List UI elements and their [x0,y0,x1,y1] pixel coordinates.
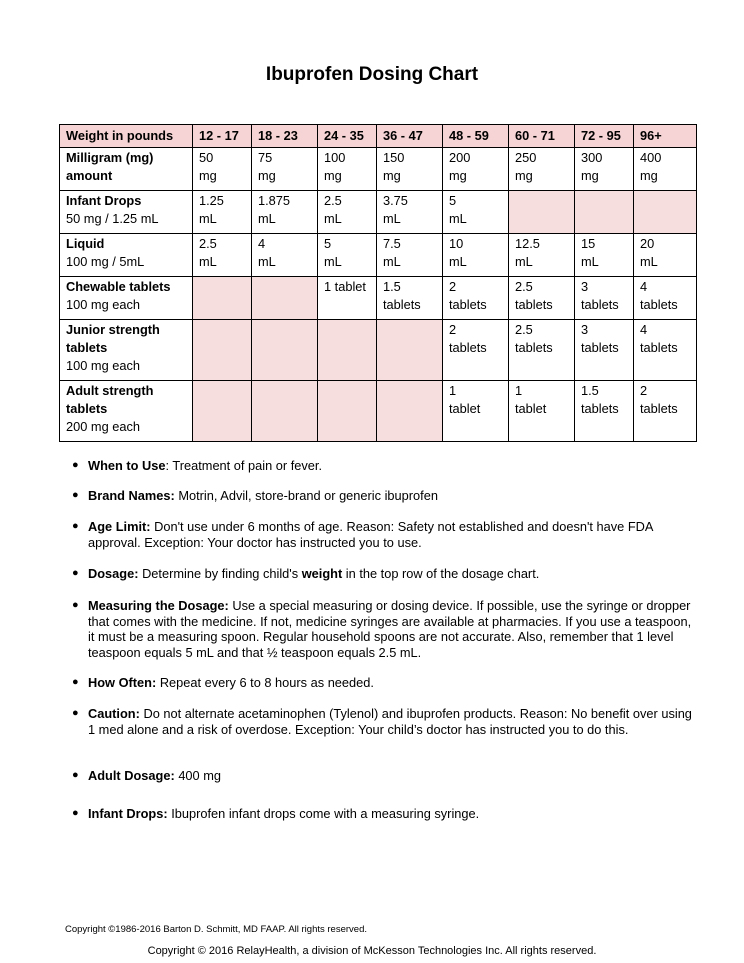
bullet-text: Don't use under 6 months of age. Reason: Safety not established and doesn't have FDA approval. Exception: Your doctor has instructed you to use. [88,519,653,550]
bullet-bold-word: weight [301,566,343,581]
dose-unit: mg [515,168,533,183]
row-label-cell [60,381,193,442]
dose-unit: mL [449,211,467,226]
dose-amount: 2 [640,383,648,398]
dose-amount: 3 [581,279,589,294]
dose-cell [193,148,252,191]
dose-amount: 12.5 [515,236,540,251]
dose-unit: tablets [449,340,487,355]
dose-cell [377,277,443,320]
bullet-label: How Often: [88,675,157,690]
row-label-subtitle: 100 mg each [66,358,140,373]
dose-cell [443,234,509,277]
dose-unit: mL [258,211,276,226]
dose-unit: mL [515,254,533,269]
bullet-text: Repeat every 6 to 8 hours as needed. [159,675,374,690]
dose-unit: tablets [581,340,619,355]
dose-unit: tablet [515,401,547,416]
dose-amount: 1.5 [581,383,599,398]
dose-cell [318,191,377,234]
dose-cell [575,381,634,442]
dose-cell [575,320,634,381]
info-bullet [72,566,698,582]
dose-unit: tablets [581,297,619,312]
dose-cell [634,277,697,320]
table-row [60,381,697,442]
dose-amount: 300 [581,150,603,165]
dose-unit: mL [324,254,342,269]
header-cell: 18 - 23 [252,125,318,148]
info-bullet [72,768,698,784]
bullet-text: Ibuprofen infant drops come with a measuring syringe. [171,806,480,821]
row-label-cell [60,234,193,277]
dose-unit: tablets [640,340,678,355]
header-cell: 72 - 95 [575,125,634,148]
dose-cell [634,320,697,381]
dose-unit: tablets [581,401,619,416]
dose-unit: tablets [515,340,553,355]
header-cell: 48 - 59 [443,125,509,148]
dose-amount: 15 [581,236,596,251]
dose-unit: mL [383,254,401,269]
bullet-label: Infant Drops: [88,806,168,821]
row-label-cell [60,320,193,381]
bullet-text: 400 mg [178,768,221,783]
dose-cell [575,234,634,277]
bullet-text: Motrin, Advil, store-brand or generic ibuprofen [178,488,438,503]
bullet-text: Use a special measuring or dosing device. If possible, use the syringe or dropper that comes with the medicine. If not, medicine syringes are available at pharmacies. If you use a teaspoon, it must be a measuring spoon. Regular household spoons are not accurate. Also, remember that 1 level teaspoon equals 5 mL and that ½ teaspoon equals 2.5 mL. [88,598,692,660]
row-label-subtitle: 200 mg each [66,419,140,434]
dose-amount: 2.5 [515,322,533,337]
table-row [60,148,697,191]
dose-unit: mg [449,168,467,183]
copyright-publisher: Copyright © 2016 RelayHealth, a division of McKesson Technologies Inc. All rights reserved. [147,945,597,957]
dose-cell [193,191,252,234]
table-row [60,320,697,381]
dose-amount: 1 [515,383,523,398]
dose-amount: 2.5 [324,193,342,208]
dose-cell [634,381,697,442]
dose-cell [377,234,443,277]
dose-amount: 2.5 [199,236,217,251]
bullet-dot-icon: ● [72,459,79,471]
dose-cell [509,320,575,381]
info-bullet [72,519,698,550]
dose-amount: 1 tablet [324,279,366,294]
dose-amount: 1.875 [258,193,291,208]
bullet-dot-icon: ● [72,807,79,819]
dose-unit: mg [581,168,599,183]
empty-dose-cell [252,381,318,442]
info-bullet [72,458,698,474]
row-label-title: Adult strength tablets [66,383,154,416]
dose-cell [252,191,318,234]
dose-amount: 2 [449,279,457,294]
empty-dose-cell [509,191,575,234]
dose-cell [318,234,377,277]
info-bullet [72,598,698,660]
dose-cell [634,148,697,191]
dose-amount: 200 [449,150,471,165]
bullet-label: Caution: [88,706,140,721]
dose-unit: mg [199,168,217,183]
empty-dose-cell [318,381,377,442]
dose-amount: 250 [515,150,537,165]
bullet-label: When to Use [88,458,166,473]
row-label-title: Liquid [66,236,105,251]
dose-cell [193,234,252,277]
dose-amount: 100 [324,150,346,165]
dose-cell [377,191,443,234]
empty-dose-cell [193,277,252,320]
header-cell: 96+ [634,125,697,148]
bullet-dot-icon: ● [72,489,79,501]
dose-unit: mL [640,254,658,269]
dose-cell [575,277,634,320]
bullet-label: Measuring the Dosage: [88,598,229,613]
bullet-text: Determine by finding child's [142,566,299,581]
empty-dose-cell [575,191,634,234]
dose-amount: 400 [640,150,662,165]
dose-amount: 3.75 [383,193,408,208]
info-bullet [72,675,698,691]
dose-amount: 4 [640,279,648,294]
copyright-author: Copyright ©1986-2016 Barton D. Schmitt, MD FAAP. All rights reserved. [65,924,367,935]
dose-unit: mL [581,254,599,269]
dose-unit: mL [199,254,217,269]
dose-amount: 10 [449,236,464,251]
header-cell: 24 - 35 [318,125,377,148]
dose-amount: 50 [199,150,214,165]
dose-unit: tablets [640,297,678,312]
dose-cell [443,148,509,191]
bullet-label: Age Limit: [88,519,151,534]
row-label-subtitle: 50 mg / 1.25 mL [66,211,159,226]
dose-amount: 2 [449,322,457,337]
bullet-separator: : [165,458,173,473]
dose-amount: 1.5 [383,279,401,294]
header-cell: Weight in pounds [60,125,193,148]
dose-amount: 7.5 [383,236,401,251]
dose-amount: 150 [383,150,405,165]
dose-unit: mg [383,168,401,183]
dose-unit: mg [324,168,342,183]
dose-amount: 4 [258,236,266,251]
bullet-label: Adult Dosage: [88,768,175,783]
dose-cell [509,148,575,191]
dose-cell [575,148,634,191]
dose-unit: mL [199,211,217,226]
dose-amount: 4 [640,322,648,337]
dose-cell [443,320,509,381]
table-row [60,277,697,320]
table-row [60,234,697,277]
row-label-cell [60,277,193,320]
dose-cell [252,148,318,191]
empty-dose-cell [318,320,377,381]
dose-amount: 1 [449,383,457,398]
row-label-cell [60,148,193,191]
row-label-title: Milligram (mg) amount [66,150,154,183]
dose-unit: tablets [515,297,553,312]
dose-unit: mL [449,254,467,269]
dose-cell [443,191,509,234]
dose-amount: 3 [581,322,589,337]
dose-amount: 1.25 [199,193,224,208]
row-label-title: Junior strength tablets [66,322,160,355]
dose-amount: 5 [324,236,332,251]
bullet-label: Brand Names: [88,488,175,503]
info-bullet [72,706,698,737]
bullet-dot-icon: ● [72,769,79,781]
dose-amount: 20 [640,236,655,251]
dose-unit: mL [324,211,342,226]
dose-amount: 5 [449,193,457,208]
empty-dose-cell [634,191,697,234]
empty-dose-cell [377,381,443,442]
dose-cell [377,148,443,191]
info-bullet [72,488,698,504]
table-row [60,191,697,234]
dose-unit: tablets [640,401,678,416]
info-bullet [72,806,698,822]
dose-cell [443,277,509,320]
dose-cell [509,277,575,320]
dose-cell [634,234,697,277]
dose-unit: mL [258,254,276,269]
empty-dose-cell [193,381,252,442]
dose-cell [318,148,377,191]
bullet-dot-icon: ● [72,599,79,611]
dose-unit: mg [258,168,276,183]
row-label-subtitle: 100 mg / 5mL [66,254,145,269]
empty-dose-cell [377,320,443,381]
dose-unit: mg [640,168,658,183]
row-label-subtitle: 100 mg each [66,297,140,312]
bullet-dot-icon: ● [72,567,79,579]
row-label-title: Infant Drops [66,193,142,208]
dosing-table [59,124,697,442]
bullet-label: Dosage: [88,566,139,581]
dose-cell [252,234,318,277]
bullet-text: Do not alternate acetaminophen (Tylenol) and ibuprofen products. Reason: No benefit over using 1 med alone and a risk of overdose. Exception: Your child’s doctor has instructed you to do this. [88,706,692,737]
dose-unit: mL [383,211,401,226]
empty-dose-cell [193,320,252,381]
empty-dose-cell [252,277,318,320]
bullet-dot-icon: ● [72,520,79,532]
page-title: Ibuprofen Dosing Chart [265,64,479,85]
bullet-dot-icon: ● [72,676,79,688]
dose-cell [443,381,509,442]
dose-unit: tablet [449,401,481,416]
table-header-row [60,125,697,148]
dose-cell [509,234,575,277]
header-cell: 12 - 17 [193,125,252,148]
bullet-text-after: in the top row of the dosage chart. [342,566,540,581]
dose-unit: tablets [383,297,421,312]
row-label-cell [60,191,193,234]
dose-cell [509,381,575,442]
header-cell: 60 - 71 [509,125,575,148]
empty-dose-cell [252,320,318,381]
bullet-text: Treatment of pain or fever. [172,458,322,473]
row-label-title: Chewable tablets [66,279,171,294]
bullet-dot-icon: ● [72,707,79,719]
header-cell: 36 - 47 [377,125,443,148]
dose-unit: tablets [449,297,487,312]
dose-amount: 2.5 [515,279,533,294]
table-body [60,148,697,442]
dose-amount: 75 [258,150,273,165]
dose-cell [318,277,377,320]
